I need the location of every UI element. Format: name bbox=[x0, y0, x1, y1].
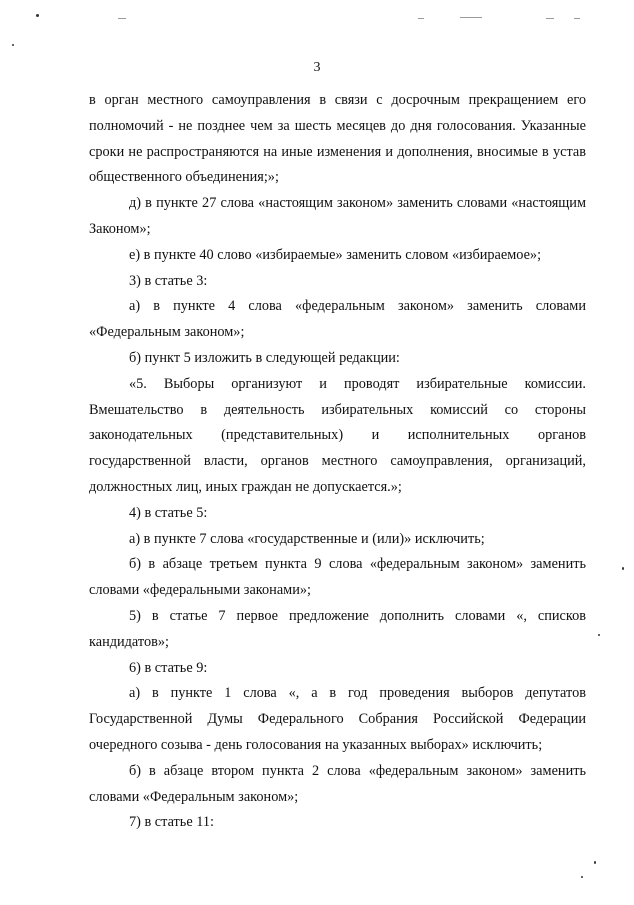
scan-speck bbox=[598, 634, 600, 636]
paragraph: б) в абзаце втором пункта 2 слова «федеральным законом» заменить словами «Федеральным законом»; bbox=[89, 762, 586, 805]
paragraph: а) в пункте 4 слова «федеральным законом» заменить словами «Федеральным законом»; bbox=[89, 298, 586, 341]
paragraph: 5) в статье 7 первое предложение дополнить словами «, списков кандидатов»; bbox=[89, 607, 586, 650]
scan-mark bbox=[118, 18, 126, 19]
scan-speck bbox=[594, 861, 596, 864]
paragraph: 6) в статье 9: bbox=[129, 659, 208, 676]
scan-mark bbox=[460, 17, 482, 18]
paragraph: б) пункт 5 изложить в следующей редакции: bbox=[129, 349, 400, 366]
scan-mark bbox=[574, 18, 580, 19]
scan-mark bbox=[418, 18, 424, 19]
document-body bbox=[89, 88, 586, 836]
scan-speck bbox=[12, 44, 14, 46]
paragraph: «5. Выборы организуют и проводят избирательные комиссии. Вмешательство в деятельность избирательных комиссий со стороны законодательных (представительных) и исполнительных органов государственной власти, органов местного самоуправления, организаций, должностных лиц, иных граждан не допускается.»; bbox=[89, 375, 586, 495]
paragraph: 7) в статье 11: bbox=[129, 814, 214, 831]
paragraph: б) в абзаце третьем пункта 9 слова «федеральным законом» заменить словами «федеральными законами»; bbox=[89, 556, 586, 599]
scan-mark bbox=[546, 18, 554, 19]
paragraph: е) в пункте 40 слово «избираемые» заменить словом «избираемое»; bbox=[129, 246, 542, 263]
paragraph: 4) в статье 5: bbox=[129, 504, 208, 521]
page-number: 3 bbox=[313, 60, 321, 75]
scan-speck bbox=[36, 14, 39, 17]
paragraph: д) в пункте 27 слова «настоящим законом» заменить словами «настоящим Законом»; bbox=[89, 195, 586, 237]
paragraph: а) в пункте 1 слова «, а в год проведения выборов депутатов Государственной Думы Федерального Собрания Российской Федерации очередного созыва - день голосования на указанных выборах» исключить; bbox=[89, 685, 586, 753]
scan-speck bbox=[622, 567, 624, 570]
paragraph: в орган местного самоуправления в связи с досрочным прекращением его полномочий - не позднее чем за шесть месяцев до дня голосования. Указанные сроки не распространяются на иные изменения и дополнения, вносимые в устав общественного объединения;»; bbox=[89, 92, 586, 186]
scan-speck bbox=[581, 876, 583, 878]
paragraph: а) в пункте 7 слова «государственные и (или)» исключить; bbox=[129, 530, 485, 547]
paragraph: 3) в статье 3: bbox=[129, 272, 208, 289]
